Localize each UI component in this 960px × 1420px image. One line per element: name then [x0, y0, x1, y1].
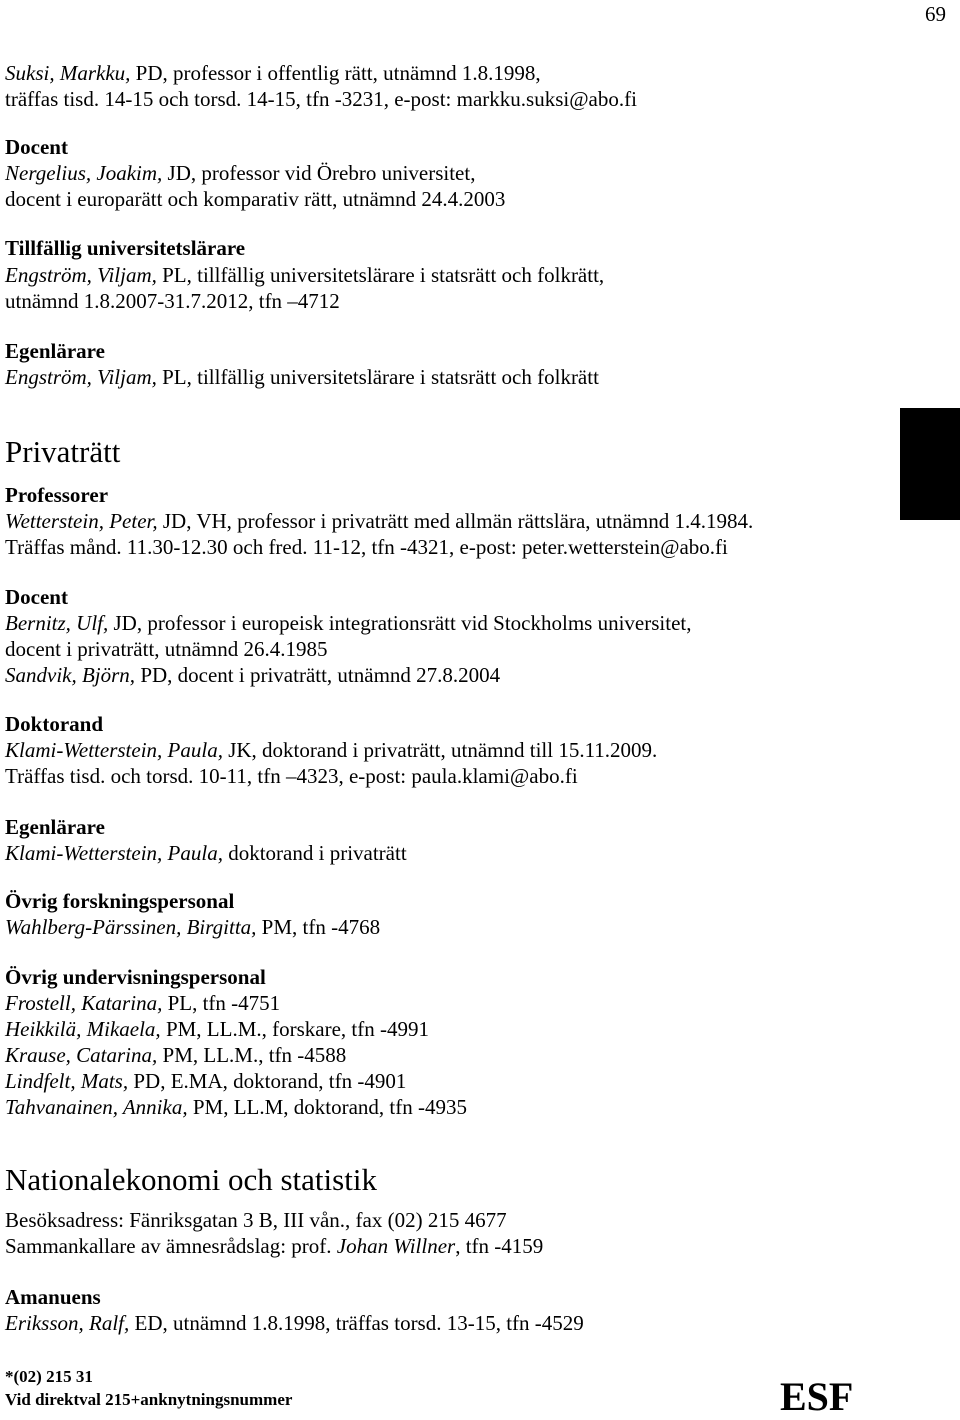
entry-text: Privaträtt — [5, 434, 121, 469]
entry-text: Amanuens — [5, 1285, 101, 1309]
entry-text: Övrig forskningspersonal — [5, 889, 235, 913]
entry-line — [5, 610, 692, 636]
entry-line — [5, 1068, 406, 1094]
entry-text: PL, tillfällig universitetslärare i statsrätt och folkrätt, — [156, 263, 605, 287]
person-name: Heikkilä, Mikaela, — [5, 1017, 161, 1041]
entry-text: , tfn -4159 — [455, 1234, 544, 1258]
category-heading — [5, 1284, 101, 1310]
entry-text: PD, professor i offentlig rätt, utnämnd 1.8.1998, — [130, 61, 541, 85]
entry-line — [5, 1233, 543, 1259]
entry-text: PM, LL.M, doktorand, tfn -4935 — [187, 1095, 467, 1119]
entry-line — [5, 86, 637, 112]
person-name: Eriksson, Ralf, — [5, 1311, 130, 1335]
entry-text: PD, E.MA, doktorand, tfn -4901 — [128, 1069, 407, 1093]
entry-text: Egenlärare — [5, 339, 105, 363]
thumb-index-tab — [900, 408, 960, 520]
person-name: Klami-Wetterstein, Paula, — [5, 841, 223, 865]
entry-line — [5, 914, 380, 940]
entry-line — [5, 1042, 346, 1068]
entry-line — [5, 160, 475, 186]
person-name: Johan Willner — [336, 1234, 456, 1258]
category-heading — [5, 814, 105, 840]
footer-phone: *(02) 215 31 — [5, 1367, 93, 1386]
entry-line — [5, 288, 340, 314]
person-name: Krause, Catarina, — [5, 1043, 158, 1067]
entry-line — [5, 534, 728, 560]
person-name: Engström, Viljam, — [5, 263, 157, 287]
entry-text: utnämnd 1.8.2007-31.7.2012, tfn –4712 — [5, 289, 340, 313]
entry-text: JD, professor vid Örebro universitet, — [162, 161, 476, 185]
person-name: Suksi, Markku, — [5, 61, 131, 85]
category-heading — [5, 482, 108, 508]
entry-text: PD, docent i privaträtt, utnämnd 27.8.2004 — [135, 663, 501, 687]
entry-text: Docent — [5, 585, 68, 609]
entry-text: PL, tfn -4751 — [162, 991, 281, 1015]
entry-line — [5, 737, 657, 763]
entry-line — [5, 1207, 507, 1233]
entry-text: Besöksadress: Fänriksgatan 3 B, III vån., fax (02) 215 4677 — [5, 1208, 507, 1232]
person-name: Lindfelt, Mats, — [5, 1069, 129, 1093]
entry-text: docent i privaträtt, utnämnd 26.4.1985 — [5, 637, 328, 661]
person-name: Nergelius, Joakim, — [5, 161, 163, 185]
person-name: Frostell, Katarina, — [5, 991, 163, 1015]
entry-text: Professorer — [5, 483, 109, 507]
section-title — [5, 434, 120, 470]
entry-line — [5, 1016, 429, 1042]
entry-line — [5, 763, 578, 789]
footer-direct-dial: Vid direktval 215+anknytningsnummer — [5, 1390, 293, 1409]
person-name: Wetterstein, Peter, — [5, 509, 158, 533]
entry-line — [5, 1094, 467, 1120]
category-heading — [5, 338, 105, 364]
entry-text: JD, professor i europeisk integrationsrätt vid Stockholms universitet, — [108, 611, 692, 635]
person-name: Wahlberg-Pärssinen, Birgitta, — [5, 915, 257, 939]
person-name: Sandvik, Björn, — [5, 663, 136, 687]
entry-text: doktorand i privaträtt — [222, 841, 407, 865]
entry-text: docent i europarätt och komparativ rätt, utnämnd 24.4.2003 — [5, 187, 506, 211]
entry-line — [5, 508, 753, 534]
category-heading — [5, 134, 68, 160]
category-heading — [5, 964, 266, 990]
entry-text: PL, tillfällig universitetslärare i statsrätt och folkrätt — [156, 365, 599, 389]
entry-text: Doktorand — [5, 712, 104, 736]
entry-line — [5, 636, 328, 662]
entry-text: Träffas tisd. och torsd. 10-11, tfn –4323, e-post: paula.klami@abo.fi — [5, 764, 578, 788]
page-number: 69 — [925, 2, 946, 26]
entry-text: PM, tfn -4768 — [256, 915, 381, 939]
entry-text: JK, doktorand i privaträtt, utnämnd till 15.11.2009. — [222, 738, 658, 762]
entry-line — [5, 262, 604, 288]
entry-line — [5, 364, 599, 390]
entry-line — [5, 662, 500, 688]
entry-text: Docent — [5, 135, 68, 159]
person-name: Tahvanainen, Annika, — [5, 1095, 188, 1119]
entry-text: Tillfällig universitetslärare — [5, 236, 246, 260]
entry-text: träffas tisd. 14-15 och torsd. 14-15, tfn -3231, e-post: markku.suksi@abo.fi — [5, 87, 637, 111]
entry-text: PM, LL.M., tfn -4588 — [157, 1043, 347, 1067]
person-name: Bernitz, Ulf, — [5, 611, 109, 635]
section-title — [5, 1162, 377, 1198]
category-heading — [5, 235, 245, 261]
entry-line — [5, 840, 407, 866]
entry-text: Sammankallare av ämnesrådslag: prof. — [5, 1234, 337, 1258]
entry-text: PM, LL.M., forskare, tfn -4991 — [160, 1017, 429, 1041]
entry-text: ED, utnämnd 1.8.1998, träffas torsd. 13-15, tfn -4529 — [129, 1311, 584, 1335]
entry-line — [5, 60, 541, 86]
category-heading — [5, 888, 234, 914]
entry-text: Egenlärare — [5, 815, 105, 839]
esf-logo: ESF — [780, 1374, 854, 1419]
category-heading — [5, 584, 68, 610]
entry-text: Övrig undervisningspersonal — [5, 965, 266, 989]
person-name: Klami-Wetterstein, Paula, — [5, 738, 223, 762]
entry-line — [5, 990, 280, 1016]
person-name: Engström, Viljam, — [5, 365, 157, 389]
entry-text: Nationalekonomi och statistik — [5, 1162, 377, 1197]
entry-line — [5, 1310, 584, 1336]
category-heading — [5, 711, 103, 737]
entry-text: Träffas månd. 11.30-12.30 och fred. 11-12, tfn -4321, e-post: peter.wetterstein@abo.fi — [5, 535, 728, 559]
entry-line — [5, 186, 505, 212]
entry-text: JD, VH, professor i privaträtt med allmän rättslära, utnämnd 1.4.1984. — [157, 509, 754, 533]
